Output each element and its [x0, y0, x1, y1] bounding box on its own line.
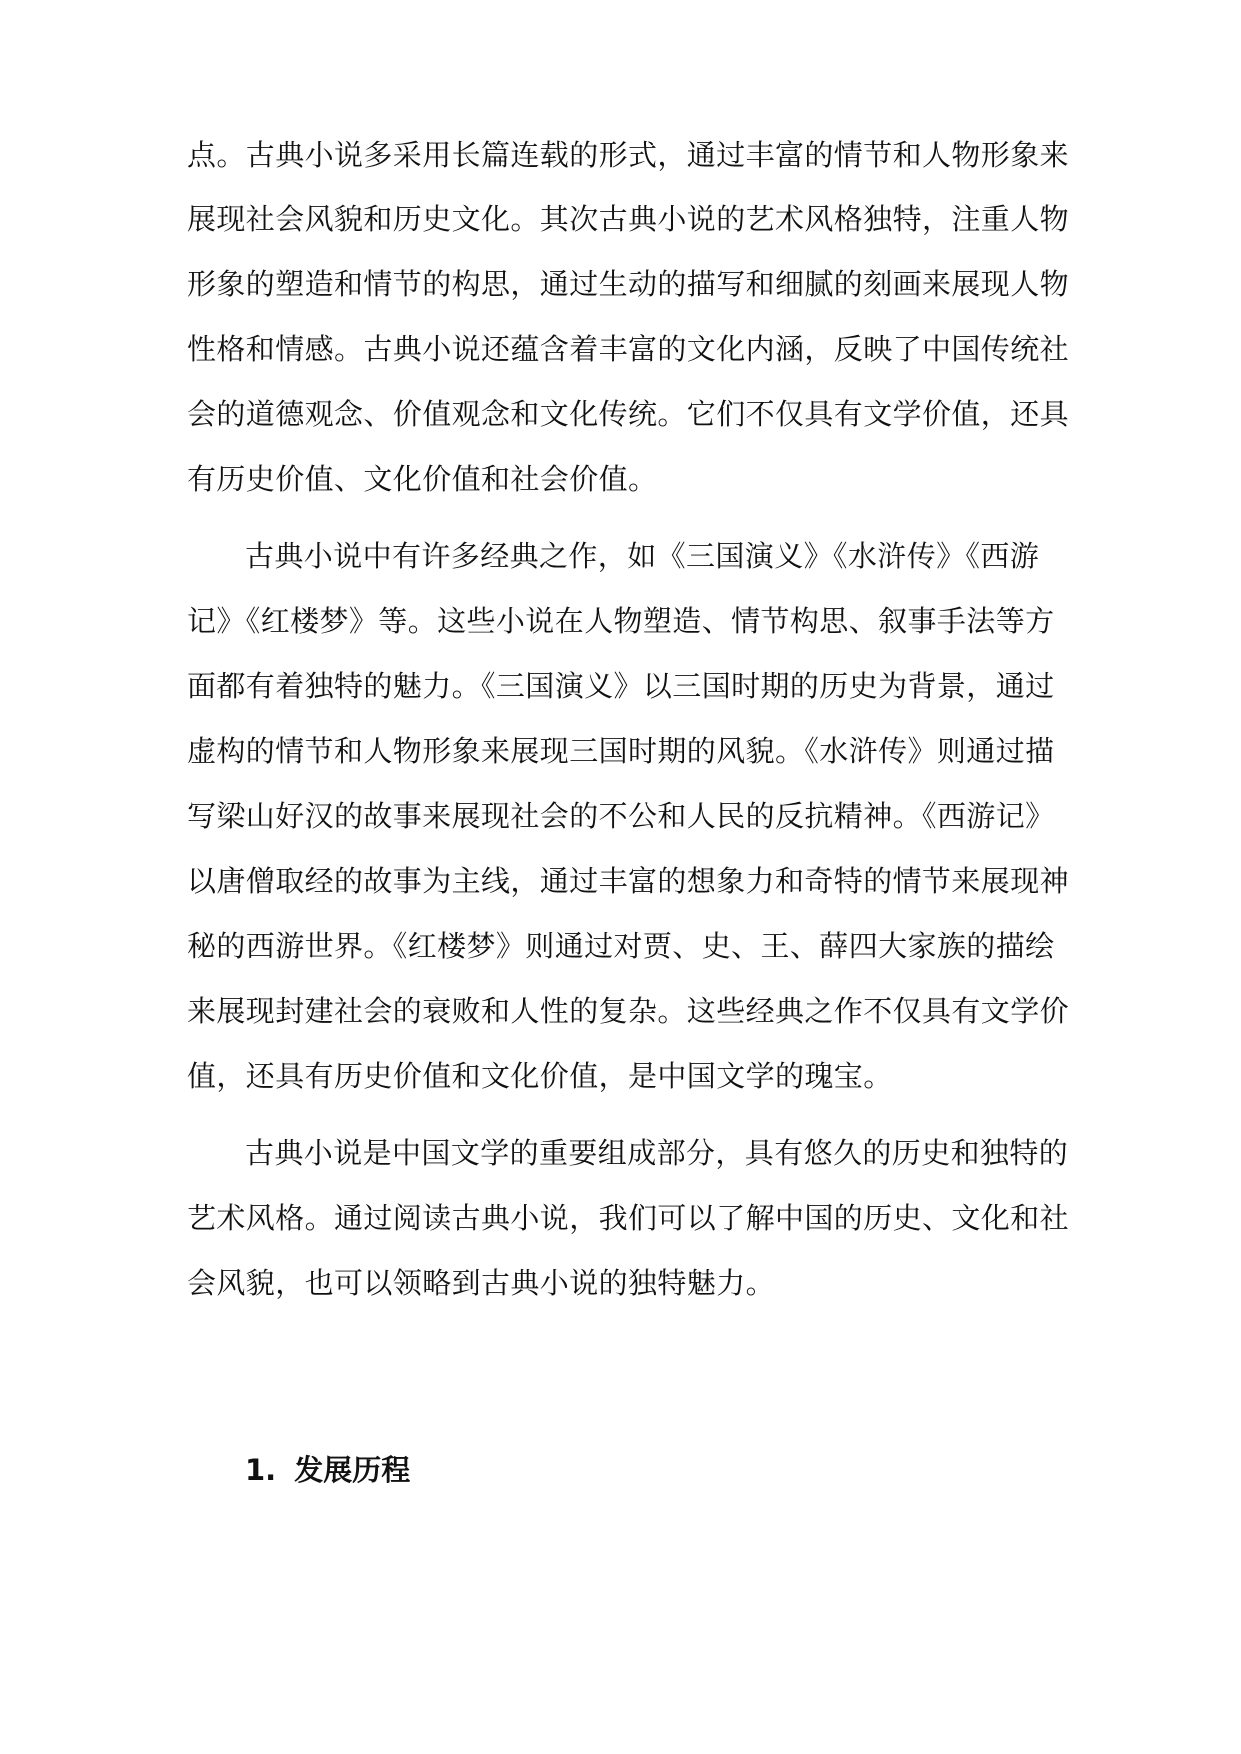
paragraph-2-line-3: 面都有着独特的魅力。《三国演义》以三国时期的历史为背景，通过 — [187, 669, 1055, 703]
paragraph-1-line-5: 会的道德观念、价值观念和文化传统。它们不仅具有文学价值，还具 — [187, 397, 1070, 431]
paragraph-2-line-7: 秘的西游世界。《红楼梦》则通过对贾、史、王、薛四大家族的描绘 — [187, 929, 1055, 963]
paragraph-2-line-6: 以唐僧取经的故事为主线，通过丰富的想象力和奇特的情节来展现神 — [187, 864, 1070, 898]
paragraph-1-line-3: 形象的塑造和情节的构思，通过生动的描写和细腻的刻画来展现人物 — [187, 267, 1070, 301]
paragraph-1-line-2: 展现社会风貌和历史文化。其次古典小说的艺术风格独特，注重人物 — [187, 202, 1070, 236]
section-number: 1. — [245, 1453, 277, 1487]
section-heading — [245, 1448, 410, 1492]
paragraph-3-line-3: 会风貌，也可以领略到古典小说的独特魅力。 — [187, 1266, 776, 1300]
paragraph-2-line-4: 虚构的情节和人物形象来展现三国时期的风貌。《水浒传》则通过描 — [187, 734, 1055, 768]
paragraph-1-line-4: 性格和情感。古典小说还蕴含着丰富的文化内涵，反映了中国传统社 — [187, 332, 1070, 366]
paragraph-3-line-1: 古典小说是中国文学的重要组成部分，具有悠久的历史和独特的 — [245, 1136, 1069, 1170]
paragraph-2-line-8: 来展现封建社会的衰败和人性的复杂。这些经典之作不仅具有文学价 — [187, 994, 1070, 1028]
paragraph-2-line-2: 记》《红楼梦》等。这些小说在人物塑造、情节构思、叙事手法等方 — [187, 604, 1055, 638]
paragraph-2-line-5: 写梁山好汉的故事来展现社会的不公和人民的反抗精神。《西游记》 — [187, 799, 1055, 833]
paragraph-1-line-1: 点。古典小说多采用长篇连载的形式，通过丰富的情节和人物形象来 — [187, 138, 1070, 172]
section-title: 发展历程 — [294, 1453, 411, 1487]
paragraph-1-line-6: 有历史价值、文化价值和社会价值。 — [187, 462, 658, 496]
paragraph-2-line-1: 古典小说中有许多经典之作，如《三国演义》《水浒传》《西游 — [245, 539, 1040, 573]
paragraph-3-line-2: 艺术风格。通过阅读古典小说，我们可以了解中国的历史、文化和社 — [187, 1201, 1070, 1235]
paragraph-2-line-9: 值，还具有历史价值和文化价值，是中国文学的瑰宝。 — [187, 1059, 893, 1093]
